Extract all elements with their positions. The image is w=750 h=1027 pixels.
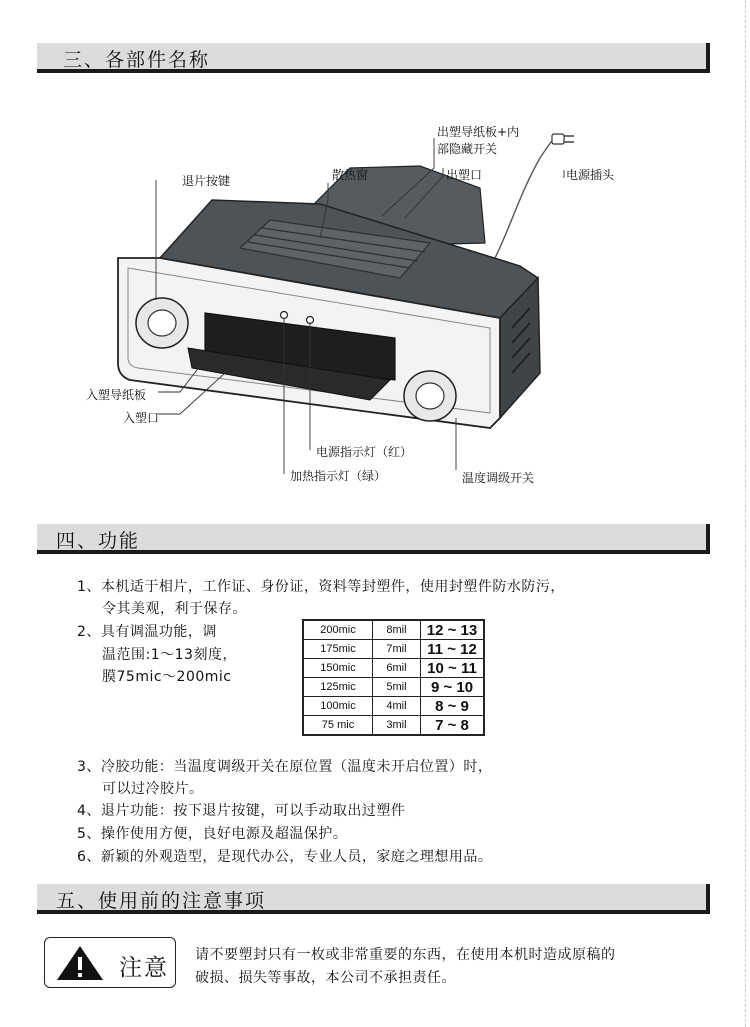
function-item-6: 6、新颖的外观造型，是现代办公，专业人员，家庭之理想用品。 bbox=[77, 849, 493, 865]
callout-entry-guide: 入塑导纸板 bbox=[86, 388, 147, 402]
callout-power-led: 电源指示灯（红） bbox=[316, 445, 413, 459]
section-title: 五、使用前的注意事项 bbox=[56, 890, 267, 912]
spec-cell-mil: 3mil bbox=[373, 716, 421, 736]
power-plug-icon bbox=[552, 134, 574, 144]
spec-cell-film: 125mic bbox=[303, 678, 373, 697]
function-item-4: 4、退片功能：按下退片按键，可以手动取出过塑件 bbox=[77, 803, 406, 819]
function-item-2-cont: 温范围:1～13刻度， bbox=[102, 647, 237, 663]
function-item-3-cont: 可以过冷胶片。 bbox=[102, 781, 204, 797]
function-item-5: 5、操作使用方便，良好电源及超温保护。 bbox=[77, 826, 348, 842]
spec-cell-film: 175mic bbox=[303, 640, 373, 659]
temperature-knob bbox=[404, 371, 456, 421]
spec-table-row bbox=[303, 640, 484, 659]
section-title: 三、各部件名称 bbox=[63, 49, 211, 71]
notice-label: 注意 bbox=[119, 955, 169, 981]
function-item-2-cont2: 膜75mic～200mic bbox=[102, 669, 232, 685]
function-item-1: 1、本机适于相片，工作证、身份证，资料等封塑件，使用封塑件防水防污， bbox=[77, 579, 565, 595]
notice-line-2: 破损、损失等事故，本公司不承担责任。 bbox=[195, 970, 456, 986]
callout-entry-slot: 入塑口 bbox=[123, 411, 160, 425]
spec-table-row bbox=[303, 659, 484, 678]
spec-table-row bbox=[303, 620, 484, 640]
power-cord bbox=[495, 138, 556, 258]
spec-cell-film: 100mic bbox=[303, 697, 373, 716]
warning-triangle-icon bbox=[55, 944, 105, 982]
spec-cell-mil: 8mil bbox=[373, 620, 421, 640]
section-title: 四、功能 bbox=[56, 530, 141, 552]
callout-exit-guide-2: 部隐藏开关 bbox=[437, 142, 498, 156]
spec-table-row bbox=[303, 678, 484, 697]
section-header-parts bbox=[37, 43, 710, 73]
temperature-spec-table bbox=[302, 619, 485, 736]
callout-temp-switch: 温度调级开关 bbox=[462, 471, 535, 485]
spec-cell-mil: 7mil bbox=[373, 640, 421, 659]
spec-cell-film: 150mic bbox=[303, 659, 373, 678]
spec-cell-range: 10 ~ 11 bbox=[421, 659, 485, 678]
spec-cell-film: 200mic bbox=[303, 620, 373, 640]
eject-button-knob bbox=[136, 298, 188, 348]
function-item-1-cont: 令其美观，利于保存。 bbox=[102, 601, 247, 617]
spec-cell-film: 75 mic bbox=[303, 716, 373, 736]
section-header-functions bbox=[37, 524, 710, 554]
function-item-2: 2、具有调温功能，调 bbox=[77, 624, 217, 640]
power-indicator-light bbox=[307, 317, 314, 324]
callout-heat-led: 加热指示灯（绿） bbox=[290, 469, 387, 483]
callout-eject-button: 退片按键 bbox=[182, 174, 231, 188]
spec-cell-range: 12 ~ 13 bbox=[421, 620, 485, 640]
notice-badge bbox=[44, 937, 176, 988]
spec-cell-range: 11 ~ 12 bbox=[421, 640, 485, 659]
spec-cell-range: 7 ~ 8 bbox=[421, 716, 485, 736]
spec-cell-range: 9 ~ 10 bbox=[421, 678, 485, 697]
spec-table-row bbox=[303, 716, 484, 736]
spec-cell-mil: 6mil bbox=[373, 659, 421, 678]
callout-power-plug: 电源插头 bbox=[566, 168, 615, 182]
spec-cell-mil: 5mil bbox=[373, 678, 421, 697]
section-header-precautions bbox=[37, 884, 710, 914]
page-edge-dashes bbox=[745, 0, 746, 1027]
heat-indicator-light bbox=[281, 312, 288, 319]
callout-vent: 散热窗 bbox=[332, 168, 369, 182]
function-item-3: 3、冷胶功能：当温度调级开关在原位置（温度未开启位置）时， bbox=[77, 759, 493, 775]
spec-table-row bbox=[303, 697, 484, 716]
spec-cell-mil: 4mil bbox=[373, 697, 421, 716]
callout-exit-guide: 出塑导纸板+内 bbox=[437, 125, 520, 139]
notice-line-1: 请不要塑封只有一枚或非常重要的东西，在使用本机时造成原稿的 bbox=[195, 947, 616, 963]
callout-exit-slot: 出塑口 bbox=[446, 168, 483, 182]
spec-cell-range: 8 ~ 9 bbox=[421, 697, 485, 716]
